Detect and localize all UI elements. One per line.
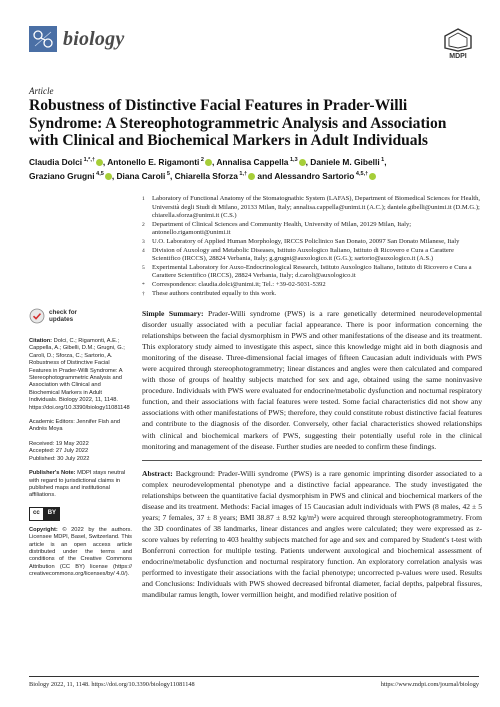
mdpi-label: MDPI (449, 53, 467, 60)
affiliation-text: Experimental Laboratory for Auxo-Endocrinological Research, Istituto Auxologico Italiano, Istituto di Ricovero e Cura a Carattere Scientifico (IRCCS), 28824 Verbania, Italy; d.caroli@auxologico.it (152, 263, 472, 280)
author-affiliation-ref: 1,*,† (82, 157, 95, 163)
affiliation-text: Division of Auxology and Metabolic Diseases, Istituto Auxologico Italiano, Istituto di Ricovero e Cura a Carattere Scientifico (IRCCS), 28824 Verbania, Italy; g.grugni@auxologico.it (G.G.); sartorio@auxologico.it (A.S.) (152, 246, 454, 263)
article-main (142, 308, 482, 607)
footer-citation[interactable]: Biology 2022, 11, 1148. https://doi.org/10.3390/biology11081148 (29, 681, 195, 688)
journal-logo[interactable] (29, 26, 124, 52)
by-icon: BY (44, 507, 60, 521)
affiliation-text: Department of Clinical Sciences and Community Health, University of Milan, 20129 Milan, Italy; antonello.rigamonti@unimi.it (152, 220, 412, 237)
author-affiliation-ref: 4,5,† (354, 170, 369, 177)
affiliation-item (142, 290, 482, 299)
simple-summary: Simple Summary: Prader-Willi syndrome (PWS) is a rare genetically determined neurodevelopmental disorder usually associated with a peculiar facial appearance. There is poor information concerning the relationships between the facial dysmorphism in PWS and other manifestations of the disease and its treatment. This exploratory study aimed to investigate this aspect, since this knowledge might aid in both diagnosis and monitoring of the disease. Three-dimensional facial images of fifteen Caucasian adult individuals with PWS were acquired through stereophotogrammetry; linear distances and angles were then calculated and compared with those of groups of healthy subjects matched for sex and age, obtained using the same noninvasive procedure. Individuals with PWS were evaluated for endocrine/metabolic dysfunction and nocturnal respiratory function, and their associations with facial features were tested. Some facial characteristics did not show any associations with other manifestations of PWS; therefore, they could constitute robust distinctive facial features and contribute to the diagnosis of the disorder. Conversely, other facial characteristics showed relationships with clinical and biochemical markers of PWS, suggesting their potentially useful role in the clinical monitoring and management of the disease. Further studies are needed to confirm these findings. (142, 309, 483, 451)
academic-editors: Academic Editors: Jennifer Fish and Andrés Moya (29, 419, 121, 433)
author-line-1: Claudia Dolci $^{1,*,\dagger}$ , Antonello E. Rigamonti $^2$ , Annalisa Cappella $^{1,3}$ , Daniele M. Gibelli $^1$, (29, 156, 387, 167)
orcid-icon[interactable] (105, 173, 112, 180)
orcid-icon[interactable] (205, 159, 212, 166)
mdpi-logo[interactable] (441, 28, 475, 60)
accepted-date: Accepted: 27 July 2022 (29, 448, 89, 455)
author-name[interactable]: Annalisa Cappella (216, 156, 289, 167)
affiliation-number: * (142, 281, 145, 288)
footer-journal-url[interactable]: https://www.mdpi.com/journal/biology (380, 681, 479, 688)
affiliations (142, 195, 482, 298)
journal-name: biology (63, 27, 125, 50)
cc-by-license-badge[interactable] (29, 507, 132, 521)
article-title: Robustness of Distinctive Facial Features in Prader-Willi Syndrome: A Stereophotogrammetric Analysis and Association with Clinical and Biochemical Markers in Adult Individuals (29, 97, 447, 149)
cc-icon: cc (29, 507, 44, 521)
check-updates-icon (29, 308, 45, 324)
affiliation-item (142, 221, 482, 238)
author-name[interactable]: Alessandro Sartorio (274, 170, 355, 181)
copyright: Copyright: © 2022 by the authors. Licensee MDPI, Basel, Switzerland. This article is an open access article distributed under the terms and conditions of the Creative Commons Attribution (CC BY) license (https:// creativecommons.org/licenses/by/ 4.0/). (29, 526, 132, 578)
affiliation-number: 4 (142, 247, 145, 254)
affiliation-number: 2 (142, 221, 145, 228)
author-affiliation-ref: 1,† (237, 170, 248, 177)
author-affiliation-ref: 2 (199, 157, 204, 163)
orcid-icon[interactable] (369, 173, 376, 180)
section-divider (142, 460, 482, 461)
orcid-icon[interactable] (96, 159, 103, 166)
abstract: Abstract: Background: Prader-Willi syndrome (PWS) is a rare genomic imprinting disorder associated to a complex neurodevelopmental phenotype and a distinctive facial appearance. The study investigated the relationships between the quantitative facial dysmorphism in PWS and clinical and biochemical markers of the disease and its treatment. Methods: Facial images of 15 Caucasian adult individuals with PWS (8 males, 42 ± 5 years; 7 females, 37 ± 8 years; BMI 38.87 ± 8.92 kg/m²) were acquired through stereophotogrammetry. From the 3D coordinates of 38 landmarks, linear distances and angles were calculated; they were expressed as z-score values by referring to 403 healthy subjects matched for age and sex and compared by Student's t-test with Bonferroni correction for multiple testing. Patients underwent auxological and biochemical assessment of endocrine/metabolic dysfunction and nocturnal respiratory function. An exploratory correlation analysis was performed to investigate their associations with the facial phenotype; uncorrected p-values were used. Results and Conclusions: Individuals with PWS showed decreased bifrontal diameter, facial depths, palpebral fissures, mandibular ramus length, lower vermillion height, and modified relative position of (142, 468, 483, 600)
citation: Citation: Dolci, C.; Rigamonti, A.E.; Cappella, A.; Gibelli, D.M.; Grugni, G.; Caroli, D.; Sforza, C.; Sartorio, A. Robustness of Distinctive Facial Features in Prader-Willi Syndrome: A Stereophotogrammetric Analysis and Association with Clinical and Biochemical Markers in Adult Individuals. Biology 2022, 11, 1148. https://doi.org/10.3390/biology11081148 (29, 338, 130, 411)
author-name[interactable]: Graziano Grugni (29, 170, 95, 181)
orcid-icon[interactable] (299, 159, 306, 166)
affiliation-number: 1 (142, 196, 145, 202)
check-for-updates[interactable] (29, 308, 132, 324)
affiliation-item (142, 264, 482, 281)
affiliation-text: These authors contributed equally to this work. (152, 289, 277, 297)
publisher-note: Publisher's Note: MDPI stays neutral with regard to jurisdictional claims in published maps and institutional affiliations. (29, 470, 126, 499)
author-name[interactable]: Diana Caroli (116, 170, 166, 181)
affiliation-text: U.O. Laboratory of Applied Human Morphology, IRCCS Policlinico San Donato, 20097 San Donato Milanese, Italy (152, 237, 460, 245)
journal-header (29, 22, 479, 66)
affiliation-number: 5 (142, 264, 145, 271)
published-date: Published: 30 July 2022 (29, 455, 90, 462)
author-line-2: Graziano Grugni $^{4,5}$ , Diana Caroli $^5$, Chiarella Sforza $^{1,\dagger}$ and Alessandro Sartorio $^{4,5,\dagger}$ (29, 168, 479, 182)
author-affiliation-ref: 1,3 (288, 157, 298, 163)
affiliation-item (142, 238, 482, 247)
affiliation-item (142, 281, 482, 290)
dates (29, 441, 132, 463)
received-date: Received: 19 May 2022 (29, 440, 89, 447)
affiliation-text: Correspondence: claudia.dolci@unimi.it; Tel.: +39-02-5031-5392 (152, 280, 326, 288)
affiliation-item (142, 195, 482, 221)
author-affiliation-ref: 4,5 (94, 170, 104, 177)
page-footer (29, 681, 479, 688)
biology-logo-icon (29, 26, 57, 52)
affiliation-number: † (142, 290, 145, 297)
affiliation-text: Laboratory of Functional Anatomy of the Stomatognathic System (LAFAS), Department of Biomedical Sciences for Health, Università degli Studi di Milano, 20133 Milan, Italy; annalisa.cappella@unimi.it (A.C.); daniele.gibelli@unimi.it (D.M.G.); chiarella.sforza@unimi.it (C.S.) (152, 195, 481, 220)
author-name[interactable]: Antonello E. Rigamonti (107, 156, 200, 167)
author-affiliation-ref: 5 (165, 170, 170, 177)
mdpi-mark-icon (441, 28, 475, 52)
article-sidebar (29, 308, 132, 586)
author-name[interactable]: Daniele M. Gibelli (310, 156, 380, 167)
author-name[interactable]: Claudia Dolci (29, 156, 83, 167)
updates-label: check for updates (49, 309, 77, 323)
footer-divider (29, 676, 479, 677)
author-affiliation-ref: 1 (379, 157, 385, 163)
affiliation-item (142, 247, 482, 264)
author-list (29, 154, 479, 182)
article-type: Article (29, 86, 54, 96)
affiliation-number: 3 (142, 238, 145, 245)
author-name[interactable]: Chiarella Sforza (174, 170, 238, 181)
